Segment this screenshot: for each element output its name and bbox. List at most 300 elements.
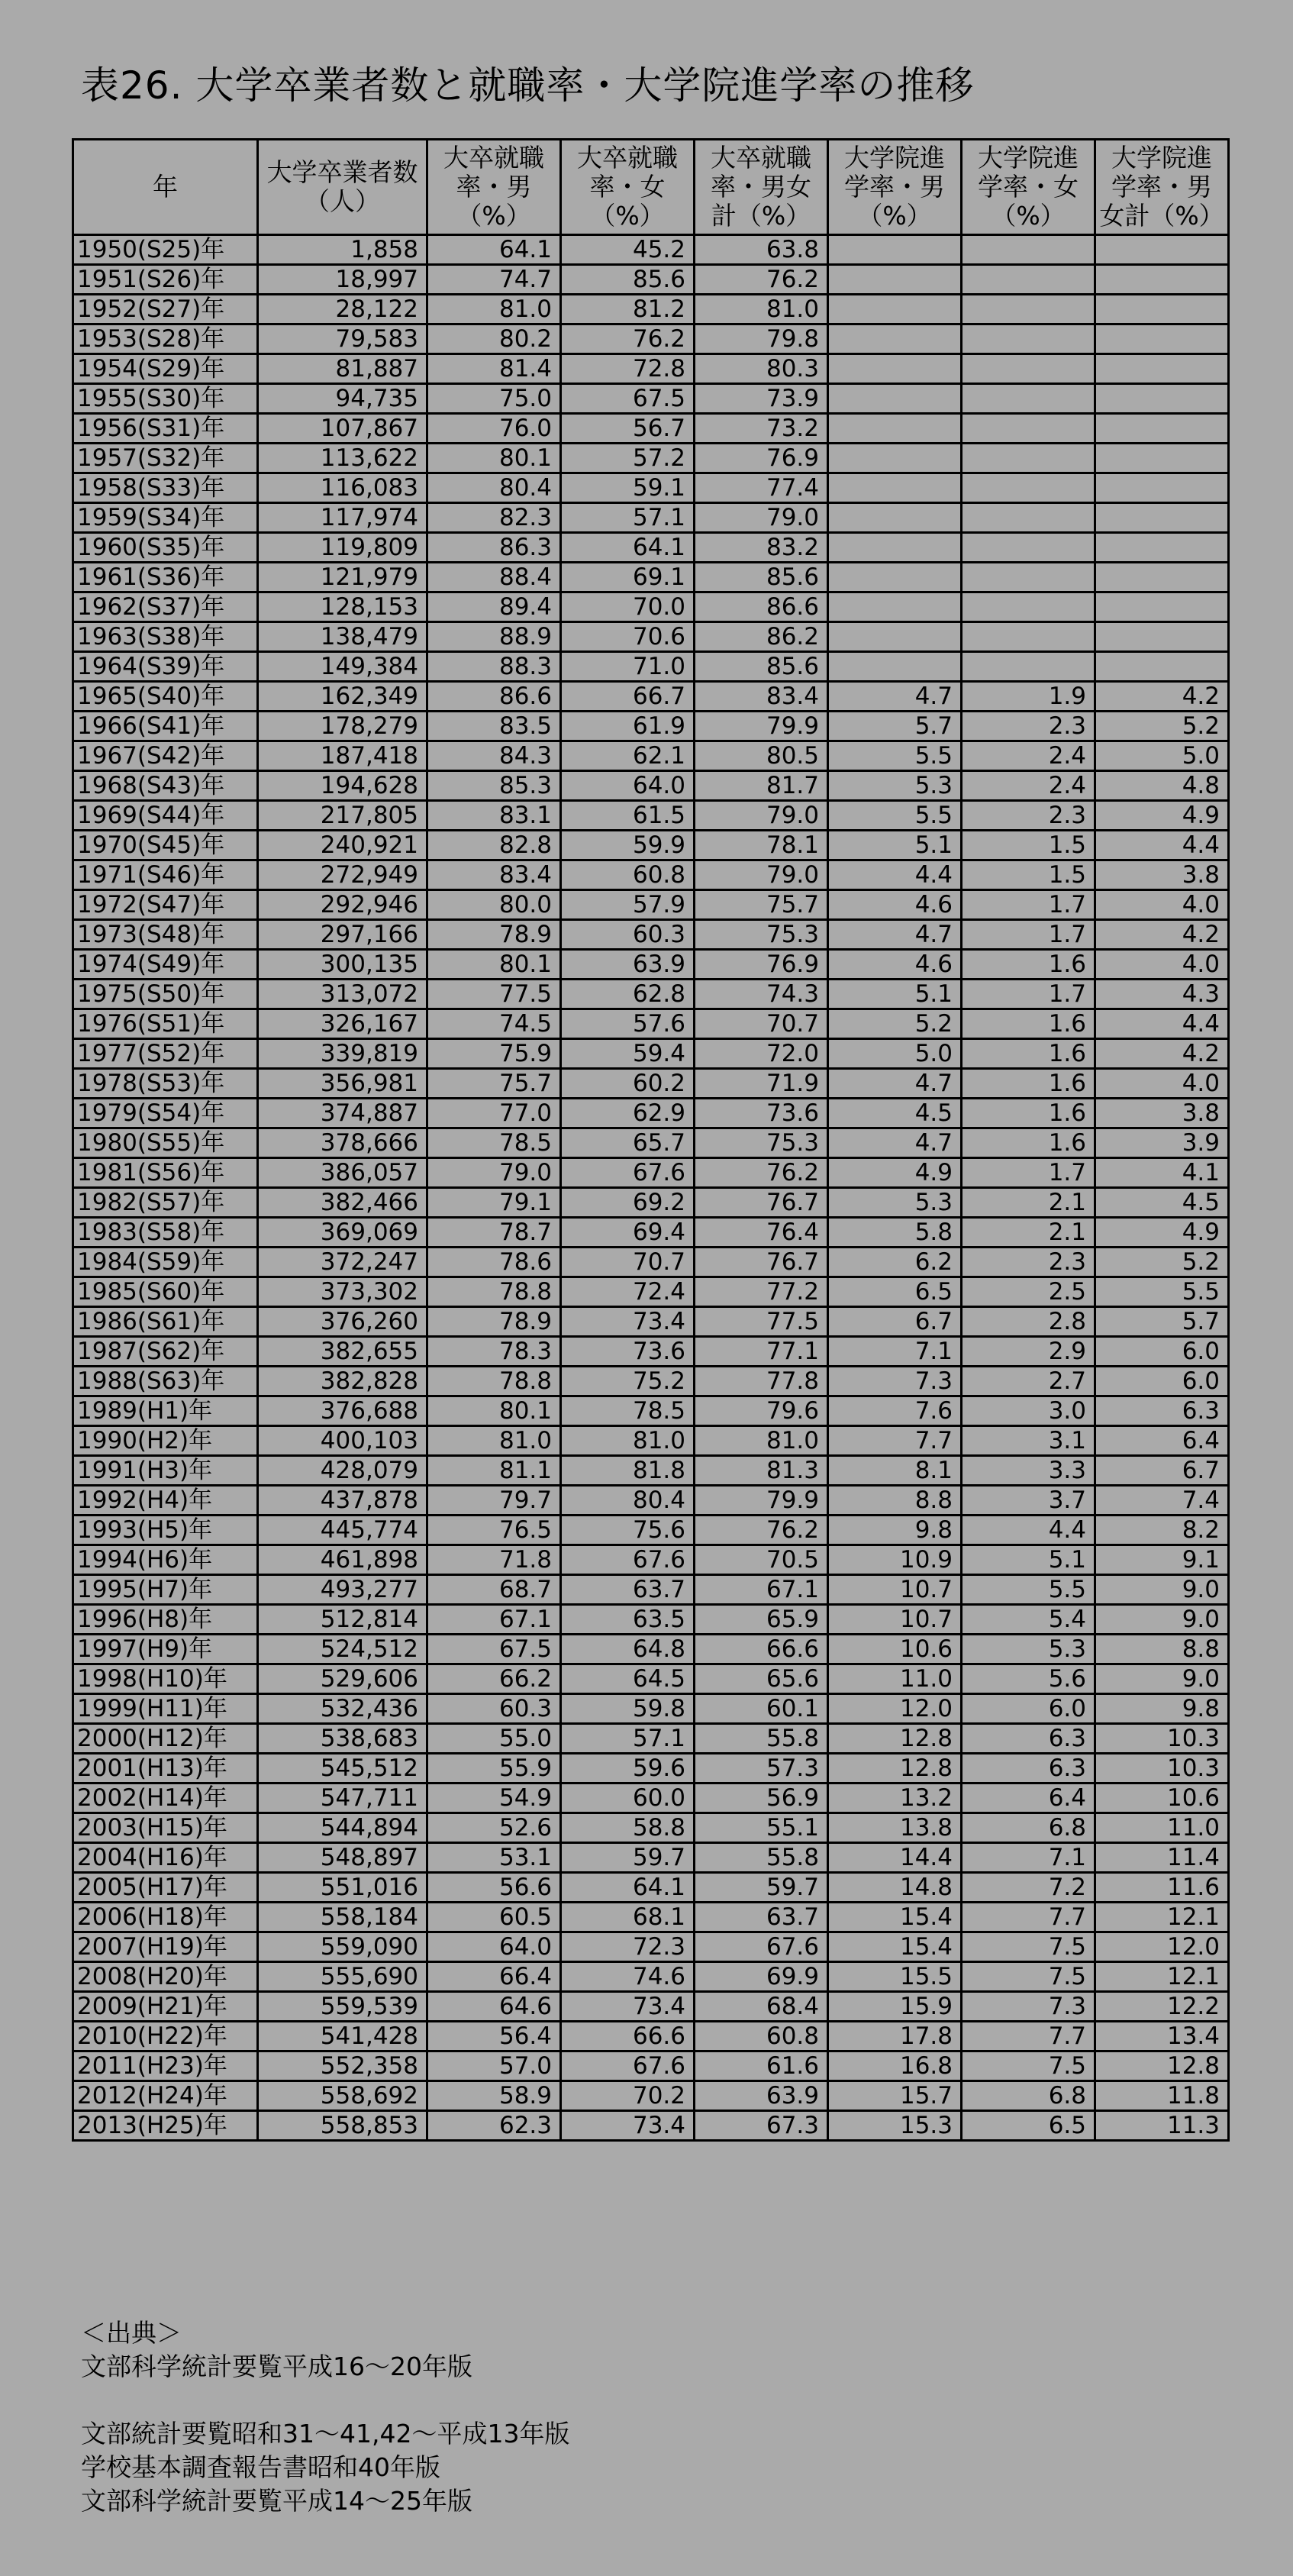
value-cell: 2.3 [962, 1248, 1095, 1277]
value-cell: 4.7 [828, 682, 962, 712]
year-cell: 1955(S30)年 [73, 384, 258, 414]
value-cell: 89.4 [427, 592, 561, 622]
value-cell: 194,628 [258, 771, 427, 801]
value-cell: 67.6 [561, 1158, 695, 1188]
value-cell: 55.0 [427, 1724, 561, 1754]
value-cell: 555,690 [258, 1962, 427, 1992]
value-cell: 66.6 [561, 2022, 695, 2051]
value-cell: 1,858 [258, 235, 427, 265]
value-cell: 80.3 [695, 354, 828, 384]
source-notes [81, 2316, 569, 2518]
value-cell: 80.1 [427, 444, 561, 473]
value-cell: 2.1 [962, 1218, 1095, 1248]
value-cell: 81.0 [427, 295, 561, 324]
value-cell: 79.0 [427, 1158, 561, 1188]
value-cell: 1.7 [962, 890, 1095, 920]
value-cell: 4.0 [1095, 1069, 1229, 1099]
value-cell: 83.4 [695, 682, 828, 712]
value-cell: 79.7 [427, 1486, 561, 1516]
year-cell: 1974(S49)年 [73, 950, 258, 980]
value-cell: 9.1 [1095, 1545, 1229, 1575]
value-cell [962, 652, 1095, 682]
year-cell: 2003(H15)年 [73, 1813, 258, 1843]
value-cell: 10.7 [828, 1575, 962, 1605]
value-cell [828, 473, 962, 503]
value-cell: 6.5 [962, 2111, 1095, 2141]
value-cell: 69.2 [561, 1188, 695, 1218]
value-cell: 113,622 [258, 444, 427, 473]
value-cell: 12.8 [1095, 2051, 1229, 2081]
value-cell: 81.4 [427, 354, 561, 384]
year-cell: 1969(S44)年 [73, 801, 258, 831]
value-cell: 5.5 [828, 801, 962, 831]
value-cell: 62.9 [561, 1099, 695, 1128]
value-cell: 13.4 [1095, 2022, 1229, 2051]
value-cell: 55.9 [427, 1754, 561, 1784]
table-row [73, 1009, 1229, 1039]
value-cell: 70.2 [561, 2081, 695, 2111]
value-cell: 77.0 [427, 1099, 561, 1128]
header-employment-total: 大卒就職率・男女計（%） [695, 140, 828, 235]
value-cell: 67.5 [561, 384, 695, 414]
value-cell: 63.9 [695, 2081, 828, 2111]
value-cell: 1.9 [962, 682, 1095, 712]
value-cell: 376,688 [258, 1396, 427, 1426]
value-cell [828, 503, 962, 533]
value-cell: 80.4 [561, 1486, 695, 1516]
value-cell: 300,135 [258, 950, 427, 980]
value-cell: 73.4 [561, 2111, 695, 2141]
table-row [73, 2111, 1229, 2141]
value-cell: 7.5 [962, 2051, 1095, 2081]
value-cell: 81.1 [427, 1456, 561, 1486]
value-cell: 60.3 [561, 920, 695, 950]
year-cell: 2006(H18)年 [73, 1903, 258, 1932]
table-row [73, 2081, 1229, 2111]
value-cell: 538,683 [258, 1724, 427, 1754]
value-cell: 81.0 [561, 1426, 695, 1456]
value-cell: 76.7 [695, 1188, 828, 1218]
table-row [73, 622, 1229, 652]
value-cell: 4.2 [1095, 920, 1229, 950]
table-row [73, 682, 1229, 712]
value-cell: 86.6 [427, 682, 561, 712]
value-cell: 7.2 [962, 1873, 1095, 1903]
value-cell: 373,302 [258, 1277, 427, 1307]
value-cell: 529,606 [258, 1664, 427, 1694]
table-row [73, 503, 1229, 533]
value-cell: 75.3 [695, 920, 828, 950]
value-cell: 88.3 [427, 652, 561, 682]
value-cell: 75.7 [427, 1069, 561, 1099]
table-row [73, 1486, 1229, 1516]
value-cell: 1.6 [962, 1099, 1095, 1128]
value-cell: 64.1 [561, 533, 695, 563]
value-cell: 79.9 [695, 1486, 828, 1516]
value-cell: 76.5 [427, 1516, 561, 1545]
value-cell: 217,805 [258, 801, 427, 831]
year-cell: 1998(H10)年 [73, 1664, 258, 1694]
value-cell: 79.9 [695, 712, 828, 741]
value-cell: 54.9 [427, 1784, 561, 1813]
value-cell: 541,428 [258, 2022, 427, 2051]
value-cell: 272,949 [258, 860, 427, 890]
value-cell: 61.9 [561, 712, 695, 741]
value-cell: 64.0 [561, 771, 695, 801]
value-cell: 73.2 [695, 414, 828, 444]
table-row [73, 1099, 1229, 1128]
table-body [73, 235, 1229, 2141]
value-cell: 559,539 [258, 1992, 427, 2022]
value-cell: 81.3 [695, 1456, 828, 1486]
year-cell: 1960(S35)年 [73, 533, 258, 563]
value-cell: 15.4 [828, 1932, 962, 1962]
value-cell: 8.1 [828, 1456, 962, 1486]
value-cell: 5.1 [828, 831, 962, 860]
value-cell: 11.0 [1095, 1813, 1229, 1843]
value-cell [1095, 324, 1229, 354]
value-cell: 386,057 [258, 1158, 427, 1188]
value-cell: 81.0 [695, 1426, 828, 1456]
value-cell: 4.4 [1095, 1009, 1229, 1039]
value-cell: 78.7 [427, 1218, 561, 1248]
value-cell [962, 295, 1095, 324]
year-cell: 1991(H3)年 [73, 1456, 258, 1486]
value-cell [962, 384, 1095, 414]
value-cell: 78.9 [427, 1307, 561, 1337]
value-cell: 2.3 [962, 712, 1095, 741]
year-cell: 1978(S53)年 [73, 1069, 258, 1099]
value-cell [828, 384, 962, 414]
value-cell: 445,774 [258, 1516, 427, 1545]
year-cell: 1981(S56)年 [73, 1158, 258, 1188]
value-cell: 369,069 [258, 1218, 427, 1248]
value-cell: 400,103 [258, 1426, 427, 1456]
value-cell: 107,867 [258, 414, 427, 444]
value-cell: 56.6 [427, 1873, 561, 1903]
value-cell: 339,819 [258, 1039, 427, 1069]
year-cell: 1961(S36)年 [73, 563, 258, 592]
value-cell: 3.0 [962, 1396, 1095, 1426]
value-cell: 356,981 [258, 1069, 427, 1099]
year-cell: 2004(H16)年 [73, 1843, 258, 1873]
table-row [73, 1218, 1229, 1248]
value-cell: 5.7 [1095, 1307, 1229, 1337]
value-cell: 72.4 [561, 1277, 695, 1307]
value-cell: 6.5 [828, 1277, 962, 1307]
year-cell: 1980(S55)年 [73, 1128, 258, 1158]
value-cell: 62.8 [561, 980, 695, 1009]
value-cell: 437,878 [258, 1486, 427, 1516]
value-cell: 76.2 [561, 324, 695, 354]
value-cell: 74.6 [561, 1962, 695, 1992]
notes-line: 文部科学統計要覧平成16～20年版 [81, 2352, 472, 2381]
value-cell: 138,479 [258, 622, 427, 652]
value-cell: 3.8 [1095, 860, 1229, 890]
value-cell: 11.6 [1095, 1873, 1229, 1903]
value-cell: 57.0 [427, 2051, 561, 2081]
value-cell: 17.8 [828, 2022, 962, 2051]
year-cell: 1964(S39)年 [73, 652, 258, 682]
value-cell: 77.2 [695, 1277, 828, 1307]
value-cell: 2.7 [962, 1367, 1095, 1396]
value-cell [1095, 622, 1229, 652]
table-row [73, 1367, 1229, 1396]
value-cell: 73.9 [695, 384, 828, 414]
value-cell: 7.6 [828, 1396, 962, 1426]
value-cell [962, 563, 1095, 592]
value-cell: 71.8 [427, 1545, 561, 1575]
value-cell: 75.3 [695, 1128, 828, 1158]
value-cell: 12.2 [1095, 1992, 1229, 2022]
value-cell: 1.7 [962, 1158, 1095, 1188]
value-cell [962, 444, 1095, 473]
value-cell [962, 354, 1095, 384]
value-cell: 1.6 [962, 1039, 1095, 1069]
value-cell: 11.3 [1095, 2111, 1229, 2141]
value-cell: 3.8 [1095, 1099, 1229, 1128]
value-cell: 67.1 [695, 1575, 828, 1605]
value-cell: 81.8 [561, 1456, 695, 1486]
value-cell: 4.8 [1095, 771, 1229, 801]
value-cell: 81.7 [695, 771, 828, 801]
value-cell: 59.7 [561, 1843, 695, 1873]
value-cell: 4.5 [1095, 1188, 1229, 1218]
value-cell: 12.0 [1095, 1932, 1229, 1962]
table-row [73, 2051, 1229, 2081]
year-cell: 1994(H6)年 [73, 1545, 258, 1575]
value-cell: 80.5 [695, 741, 828, 771]
value-cell: 75.2 [561, 1367, 695, 1396]
value-cell: 55.1 [695, 1813, 828, 1843]
value-cell: 59.8 [561, 1694, 695, 1724]
year-cell: 2010(H22)年 [73, 2022, 258, 2051]
value-cell: 532,436 [258, 1694, 427, 1724]
value-cell: 10.7 [828, 1605, 962, 1635]
value-cell: 8.2 [1095, 1516, 1229, 1545]
value-cell: 78.6 [427, 1248, 561, 1277]
value-cell: 78.5 [427, 1128, 561, 1158]
value-cell: 5.1 [962, 1545, 1095, 1575]
value-cell: 80.4 [427, 473, 561, 503]
value-cell: 67.5 [427, 1635, 561, 1664]
value-cell: 3.9 [1095, 1128, 1229, 1158]
year-cell: 1996(H8)年 [73, 1605, 258, 1635]
value-cell: 13.2 [828, 1784, 962, 1813]
value-cell: 79,583 [258, 324, 427, 354]
value-cell: 15.5 [828, 1962, 962, 1992]
value-cell: 382,828 [258, 1367, 427, 1396]
value-cell: 11.4 [1095, 1843, 1229, 1873]
value-cell: 10.3 [1095, 1724, 1229, 1754]
value-cell: 52.6 [427, 1813, 561, 1843]
value-cell: 7.7 [962, 1903, 1095, 1932]
year-cell: 1982(S57)年 [73, 1188, 258, 1218]
value-cell: 6.7 [828, 1307, 962, 1337]
year-cell: 1959(S34)年 [73, 503, 258, 533]
value-cell: 59.9 [561, 831, 695, 860]
value-cell: 63.8 [695, 235, 828, 265]
value-cell: 85.3 [427, 771, 561, 801]
table-row [73, 1069, 1229, 1099]
value-cell [828, 414, 962, 444]
year-cell: 1967(S42)年 [73, 741, 258, 771]
value-cell: 15.9 [828, 1992, 962, 2022]
value-cell: 56.7 [561, 414, 695, 444]
value-cell: 4.3 [1095, 980, 1229, 1009]
value-cell: 77.4 [695, 473, 828, 503]
value-cell: 4.0 [1095, 950, 1229, 980]
table-row [73, 1962, 1229, 1992]
value-cell: 5.2 [828, 1009, 962, 1039]
value-cell: 69.9 [695, 1962, 828, 1992]
value-cell: 75.7 [695, 890, 828, 920]
value-cell: 78.5 [561, 1396, 695, 1426]
value-cell: 551,016 [258, 1873, 427, 1903]
year-cell: 2009(H21)年 [73, 1992, 258, 2022]
value-cell: 2.5 [962, 1277, 1095, 1307]
value-cell: 326,167 [258, 1009, 427, 1039]
value-cell: 80.1 [427, 950, 561, 980]
table-row [73, 1575, 1229, 1605]
value-cell [828, 592, 962, 622]
value-cell: 13.8 [828, 1813, 962, 1843]
table-row [73, 920, 1229, 950]
table-row [73, 1724, 1229, 1754]
value-cell: 1.6 [962, 1009, 1095, 1039]
value-cell: 60.8 [561, 860, 695, 890]
value-cell: 83.4 [427, 860, 561, 890]
value-cell: 88.9 [427, 622, 561, 652]
value-cell: 545,512 [258, 1754, 427, 1784]
year-cell: 1965(S40)年 [73, 682, 258, 712]
value-cell: 428,079 [258, 1456, 427, 1486]
value-cell: 70.5 [695, 1545, 828, 1575]
notes-line: 文部統計要覧昭和31～41,42～平成13年版 [81, 2419, 570, 2448]
value-cell: 72.0 [695, 1039, 828, 1069]
value-cell: 64.5 [561, 1664, 695, 1694]
table-row [73, 1784, 1229, 1813]
value-cell: 6.0 [1095, 1367, 1229, 1396]
value-cell: 73.6 [561, 1337, 695, 1367]
year-cell: 1952(S27)年 [73, 295, 258, 324]
value-cell: 5.8 [828, 1218, 962, 1248]
value-cell: 59.6 [561, 1754, 695, 1784]
value-cell: 71.0 [561, 652, 695, 682]
table-row [73, 1426, 1229, 1456]
value-cell: 6.4 [962, 1784, 1095, 1813]
table-row [73, 890, 1229, 920]
value-cell [828, 652, 962, 682]
value-cell: 9.0 [1095, 1605, 1229, 1635]
value-cell: 461,898 [258, 1545, 427, 1575]
table-row [73, 980, 1229, 1009]
year-cell: 2005(H17)年 [73, 1873, 258, 1903]
value-cell: 75.9 [427, 1039, 561, 1069]
year-cell: 1976(S51)年 [73, 1009, 258, 1039]
value-cell: 1.7 [962, 980, 1095, 1009]
year-cell: 1950(S25)年 [73, 235, 258, 265]
table-row [73, 1128, 1229, 1158]
value-cell: 67.6 [561, 2051, 695, 2081]
value-cell: 79.6 [695, 1396, 828, 1426]
table-row [73, 533, 1229, 563]
table-row [73, 1903, 1229, 1932]
table-row [73, 652, 1229, 682]
value-cell: 4.6 [828, 890, 962, 920]
value-cell: 66.7 [561, 682, 695, 712]
value-cell: 149,384 [258, 652, 427, 682]
value-cell: 10.6 [1095, 1784, 1229, 1813]
value-cell: 64.6 [427, 1992, 561, 2022]
year-cell: 2012(H24)年 [73, 2081, 258, 2111]
header-employment-female: 大卒就職率・女（%） [561, 140, 695, 235]
table-row [73, 801, 1229, 831]
value-cell: 547,711 [258, 1784, 427, 1813]
year-cell: 1979(S54)年 [73, 1099, 258, 1128]
value-cell: 73.4 [561, 1307, 695, 1337]
value-cell: 7.1 [962, 1843, 1095, 1873]
value-cell: 376,260 [258, 1307, 427, 1337]
table-row [73, 354, 1229, 384]
header-graduates: 大学卒業者数（人） [258, 140, 427, 235]
table-row [73, 1545, 1229, 1575]
value-cell: 66.6 [695, 1635, 828, 1664]
value-cell: 1.5 [962, 860, 1095, 890]
value-cell [1095, 414, 1229, 444]
value-cell: 75.0 [427, 384, 561, 414]
table-row [73, 712, 1229, 741]
value-cell: 85.6 [695, 563, 828, 592]
value-cell: 6.0 [962, 1694, 1095, 1724]
value-cell: 3.1 [962, 1426, 1095, 1456]
value-cell [1095, 652, 1229, 682]
value-cell: 1.6 [962, 950, 1095, 980]
value-cell [828, 444, 962, 473]
value-cell: 313,072 [258, 980, 427, 1009]
value-cell: 69.4 [561, 1218, 695, 1248]
value-cell: 15.3 [828, 2111, 962, 2141]
year-cell: 1977(S52)年 [73, 1039, 258, 1069]
value-cell: 67.3 [695, 2111, 828, 2141]
table-row [73, 771, 1229, 801]
value-cell: 4.4 [828, 860, 962, 890]
year-cell: 1958(S33)年 [73, 473, 258, 503]
value-cell: 116,083 [258, 473, 427, 503]
value-cell: 12.1 [1095, 1903, 1229, 1932]
value-cell: 5.6 [962, 1664, 1095, 1694]
table-row [73, 1664, 1229, 1694]
value-cell: 78.1 [695, 831, 828, 860]
value-cell [1095, 503, 1229, 533]
value-cell: 74.3 [695, 980, 828, 1009]
table-header-row [73, 140, 1229, 235]
value-cell: 552,358 [258, 2051, 427, 2081]
table-row [73, 1873, 1229, 1903]
value-cell [962, 473, 1095, 503]
value-cell [962, 324, 1095, 354]
value-cell: 60.2 [561, 1069, 695, 1099]
value-cell: 10.3 [1095, 1754, 1229, 1784]
year-cell: 1953(S28)年 [73, 324, 258, 354]
table-row [73, 1516, 1229, 1545]
year-cell: 2007(H19)年 [73, 1932, 258, 1962]
value-cell: 60.1 [695, 1694, 828, 1724]
value-cell: 15.7 [828, 2081, 962, 2111]
value-cell: 60.0 [561, 1784, 695, 1813]
value-cell: 6.7 [1095, 1456, 1229, 1486]
value-cell: 61.6 [695, 2051, 828, 2081]
